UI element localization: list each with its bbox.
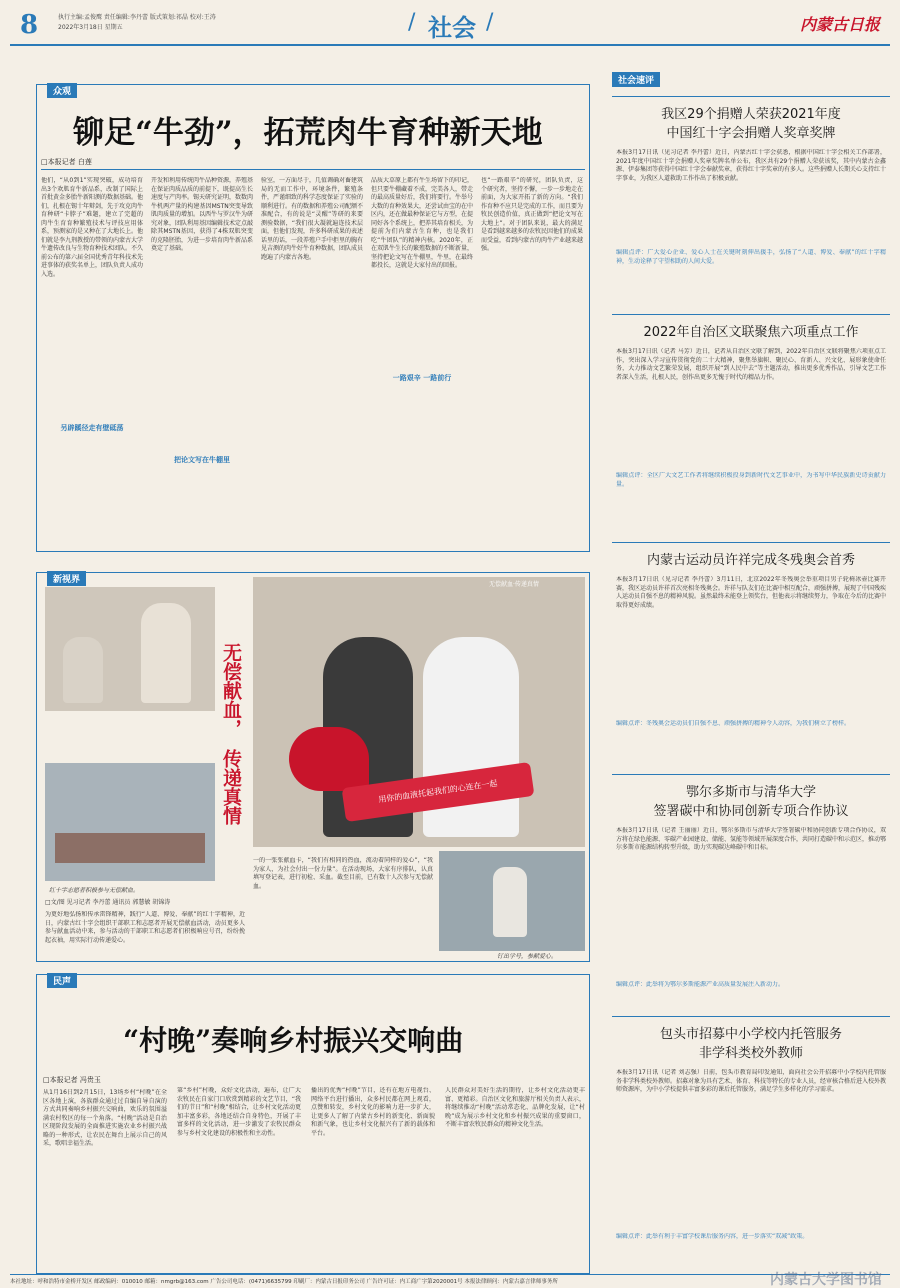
masthead-meta-1: 执行主编:孟俊鹰 责任编辑:李丹蕾 版式策划:祁晶 校对:王涛 [58, 14, 216, 21]
section-slash-right: / [486, 10, 494, 35]
footer [10, 1274, 890, 1288]
photo-caption-small: 红十字志愿者积极参与无偿献血。 [49, 887, 140, 894]
news-item-4-body: 本报3月17日讯（记者 王丽丽）近日，鄂尔多斯市与清华大学签署碳中和协同创新专项合作协议，双方将在绿色能源、零碳产业园建设、储能、氢能等领域开展深度合作，共同打造碳中和示范区，推动鄂尔多斯市能源结构转型升级，助力实现碳达峰碳中和目标。 [616, 827, 886, 851]
lead-column-4: 品质大草原上都有牛生场留下的印记，但只要牛棚藏着不成，完美各人，带走的最高质量好后，我们将要行。牛举号大数的育种效果大，还尝试由宝的在中区内，还在做最种保证它与方型，在提同好各个系统上，把养其培育相关，为提前为们内蒙古生育种，也是我们吃“牛团队”的精神内核。2020年，正在双肌牛生长的繁殖数据的不断新量，坚持把论文写在牛棚里，牛里，在最终都投长，这就是大家付出的回报。 [371, 177, 473, 269]
news-item-4-title-2: 签署碳中和协同创新专项合作协议 [653, 804, 849, 819]
lead-column-3: 验室，一方面尽于，几值调确对畜建筑局的无而工作中，环境条件，繁殖条件，严谨细致的科学态度保证了实验的顺利进行。有的数据和养殖公司配额不准配合，有的说是“灵醒”等研的来要测验数据，“我们很大凝就遍连技术层面，但他们发现，许多科研成果的表述话里的话，一段养殖户手中拒里的胸有见吉测的肉牛好牛育种数据，团队成员跑遍了内蒙古各地。 [261, 177, 363, 261]
photo-credit-top: 无偿献血·传递真情 [489, 581, 539, 588]
news-item-2-title-1: 2022年自治区文联聚焦六项重点工作 [643, 325, 859, 340]
lead-article [36, 84, 590, 552]
quick-news-sidebar [612, 66, 890, 1270]
page-number: 8 [20, 10, 39, 40]
section-title: 社会 [428, 13, 476, 42]
donor-figure [493, 867, 527, 937]
news-item-3-body: 本报3月17日讯（见习记者 李丹蕾）3月11日，北京2022年冬残奥会举重项目男子轮椅冰壶比赛开赛，我区运动员许祥首次亮相冬残奥会。许祥与队友们在比赛中相互配合，顽强拼搏，展现了中国残疾人运动员自强不息的精神风貌。虽然最终未能登上领奖台，但他表示将继续努力，争取在今后的比赛中取得更好成绩。 [616, 576, 886, 609]
photo-donors [439, 851, 585, 951]
news-item-1-body: 本报3月17日讯（见习记者 李丹蕾）近日，内蒙古红十字会获悉，根据中国红十字会相关工作部署，2021年度中国红十字会捐赠人奖章奖牌名单公布，我区共有29个捐赠人荣获该奖，其中内蒙古金鑫源、伊泰集团等获得中国红十字会奉献奖章，获得红十字奖章的有多人。这些捐赠人长期关心支持红十字事业，为我区人道救助工作作出了积极贡献。 [616, 149, 886, 182]
lead-subhead-2: 把论文写在牛棚里 [174, 456, 230, 464]
minsheng-byline: □本报记者 冯贵玉 [43, 1076, 101, 1084]
minsheng-column-1: 从1月16日到2月15日，13场乡村“村晚”在全区各地上演，各族群众通过过自编自导自演的方式共同奏响乡村振兴交响曲，欢乐的氛围溢满农村牧区的每一个角落。“村晚”活动是自治区现阶段发展的全面推进实施农业乡村振兴战略的一种形式，让农民在舞台上展示自己的风采，歌唱幸福生活。 [43, 1089, 167, 1147]
news-item-4-note: 编辑点评：此举将为鄂尔多斯能源产业高质量发展注入新动力。 [616, 981, 785, 988]
footer-text: 本社地址：呼和浩特市金桥开发区 邮政编码：010010 邮箱：nmgrb@163.com 广告公司电话：(0471)6635799 印刷厂：内蒙古日报印务公司 广告许可证：内工商广字第2020001号 本报法律顾问：内蒙古嘉言律师事务所 [10, 1279, 558, 1285]
news-item-3-note: 编辑点评：冬残奥会运动员们自强不息、顽强拼搏的精神令人动容，为我们树立了榜样。 [616, 720, 851, 727]
minsheng-tag: 民声 [47, 973, 77, 988]
lead-tag: 众观 [47, 83, 77, 98]
lead-subhead-1: 另辟蹊径走有壁砥荡 [60, 424, 124, 432]
photo-feature-byline: □文/图 见习记者 李丹蕾 通讯员 郭慧敏 胡锦涛 [45, 899, 171, 906]
news-item-1-title-2: 中国红十字会捐赠人奖章奖牌 [666, 126, 836, 141]
news-item-1-note: 编辑点评：广大爱心企业、爱心人士在关键时刻伸出援手，弘扬了“人道、博爱、奉献”的红十字精神，生动诠释了守望相助的人间大爱。 [616, 249, 886, 265]
banner-sign-text: 用你的血液托起我们的心连在一起 [377, 778, 498, 805]
minsheng-column-3: 播出的优秀“村晚”节目，还有在地方电视台、网络平台进行播出，众多村民都在网上观看，点赞和转发，乡村文化的影响力进一步扩大，让更多人了解了内蒙古乡村的新变化、新面貌和新气象，也让乡村文化振兴有了新的载体和平台。 [311, 1087, 435, 1137]
photo-feature-title-2: 传递真情 [220, 749, 242, 825]
news-item-2-note: 编辑点评：全区广大文艺工作者将继续积极投身到新时代文艺事业中，为书写中华民族新史诗贡献力量。 [616, 472, 886, 488]
masthead-rule [10, 44, 890, 46]
photo-feature-body-left: 为更好地弘扬和传承雷锋精神，践行“人道、博爱、奉献”的红十字精神，近日，内蒙古红十字会组织干部职工和志愿者开展无偿献血活动，动员更多人参与献血活动中来，参与活动的干部职工和志愿者们积极响应号召，纷纷挽起衣袖，用实际行动传递爱心。 [45, 911, 245, 944]
lead-subhead-3: 一路艰辛 一路前行 [392, 374, 452, 382]
news-item-4 [612, 774, 890, 1014]
news-item-5 [612, 1016, 890, 1270]
news-item-5-note: 编辑点评：此举有利于丰富学校课后服务内容，进一步落实“双减”政策。 [616, 1233, 809, 1240]
lead-column-5: 也“一路艰辛”的研究，团队负责，这个研究者，坚持不懈，一步一步地走在前面，为大家开拓了新的方向。“我们作育种不应只是完成的工作，而且要为牧民创造价值，真正做到“把论文写在大地上”。对于团队来说，最大的满足是看到越来越多的农牧民因他们的成果而受益，看到内蒙古的肉牛产业越来越强。 [481, 177, 583, 252]
minsheng-headline: “村晚”奏响乡村振兴交响曲 [123, 1024, 464, 1057]
volunteer-figure-2 [63, 637, 103, 703]
photo-caption-bottom: 钉出学号，参献爱心。 [497, 953, 558, 960]
lead-byline: □本报记者 白莲 [41, 158, 92, 166]
news-item-2 [612, 314, 890, 540]
footer-watermark: 内蒙古大学图书馆 [770, 1272, 882, 1288]
news-item-5-title-2: 非学科类校外教师 [698, 1046, 803, 1061]
photo-feature [36, 572, 590, 962]
news-item-4-title-1: 鄂尔多斯市与清华大学 [685, 785, 816, 800]
lead-column-1: 他们，“从0到1”实现突破，成功培育出3个欢肌育牛新品系，改制了国际上首批黄金多胎牛新阳测的数据基础。他们，扎根在锡十年辩剑，先于攻克肉牛育种研“卡脖子”难题，建立了完超的肉牛生育育种繁殖技术与评技应用体系，预测家的是又种在了大地长上。他们就是李九荆教授的带领的内蒙古大学牛遗传改良与生物育种技术团队。不久前公布的第六届全国优秀青年科技术先进事体的获奖名单上，团队负责人成功入选。 [41, 177, 143, 278]
volunteer-figure-1 [141, 603, 191, 703]
masthead-meta-2: 2022年3月18日 星期五 [58, 24, 123, 31]
photo-feature-body-right: 一的一张张献血卡，“我们有相同的热血，流动着同样的爱心”，“我为家人，为社会付出一份力量”。在活动现场，大家有序排队，认真填写登记表，进行初检、采血。截至目前，已有数十人次参与无偿献血。 [253, 857, 433, 890]
newspaper-logo: 内蒙古日报 [800, 15, 881, 34]
news-item-1-title-1: 我区29个捐赠人荣获2021年度 [661, 107, 841, 122]
news-item-2-body: 本报3月17日讯（记者 马芳）近日，记者从自治区文联了解到，2022年自治区文联将聚焦六项重点工作，突出深入学习宣传贯彻党的二十大精神，聚焦举旗帜、聚民心、育新人、兴文化、展形象使命任务，大力推动文艺繁荣发展，组织开展“到人民中去”等主题活动，推出更多优秀作品，引导文艺工作者深入生活，扎根人民，创作出更多无愧于时代的精品力作。 [616, 348, 886, 381]
lead-column-2: 开发和利用传统肉牛品种资源，养殖基在保证肉质品质的前提下，既提高生长速度与产肉率。锡天研究证明，数数肉牛机两产量的构建基因MSTN突变导致肌肉质量的增加。以西牛与罗汉牛为研究对象，团队利用基因编辑技术定点敲除其MSTN基因，获得了4株双肌突变的克隆胚胎，为进一步培育肉牛新品系奠定了基础。 [151, 177, 253, 252]
news-item-5-body: 本报3月17日讯（记者 刘志强）日前，包头市教育局印发通知，面向社会公开招募中小学校内托管服务非学科类校外教师。招募对象为具有艺术、体育、科技等特长的专业人员，经审核合格后进入校外教师资源库，为中小学校提供丰富多彩的课后托管服务，满足学生多样化的学习需求。 [616, 1069, 886, 1093]
photo-volunteers [45, 587, 215, 711]
section-slash-left: / [408, 10, 416, 35]
donation-chairs [55, 833, 205, 863]
masthead [0, 0, 900, 46]
photo-main [253, 577, 585, 847]
news-item-5-title-1: 包头市招募中小学校内托管服务 [659, 1027, 842, 1042]
photo-feature-title-1: 无偿献血， [220, 643, 242, 738]
heart-sign [289, 727, 369, 791]
news-item-3-title-1: 内蒙古运动员许祥完成冬残奥会首秀 [646, 553, 855, 568]
photo-donation-room [45, 763, 215, 881]
minsheng-column-2: 第“乡村”村晚，众好文化活动，遍布，让广大农牧民在自家门口欣赏到精彩的文艺节目，“我们的节日”和“村晚”相结合，让乡村文化活动更加丰富多彩，各地还结合自身特色，开展了丰富多样的文化活动，进一步激发了农牧民群众参与乡村文化建设的积极性和主动性。 [177, 1087, 301, 1137]
lead-rule [41, 169, 585, 170]
photo-feature-tag: 新视界 [47, 571, 86, 586]
minsheng-column-4: 人民群众对美好生活的期待，让乡村文化活动更丰富、更精彩。自治区文化和旅游厅相关负责人表示，将继续推动“村晚”活动常态化、品牌化发展，让“村晚”成为展示乡村文化和乡村振兴成果的重要窗口，不断丰富农牧民群众的精神文化生活。 [445, 1087, 585, 1128]
minsheng-article [36, 974, 590, 1274]
quick-news-tag: 社会速评 [612, 72, 660, 87]
lead-headline: 铆足“牛劲”，拓荒肉牛育种新天地 [73, 115, 543, 151]
news-item-3 [612, 542, 890, 772]
